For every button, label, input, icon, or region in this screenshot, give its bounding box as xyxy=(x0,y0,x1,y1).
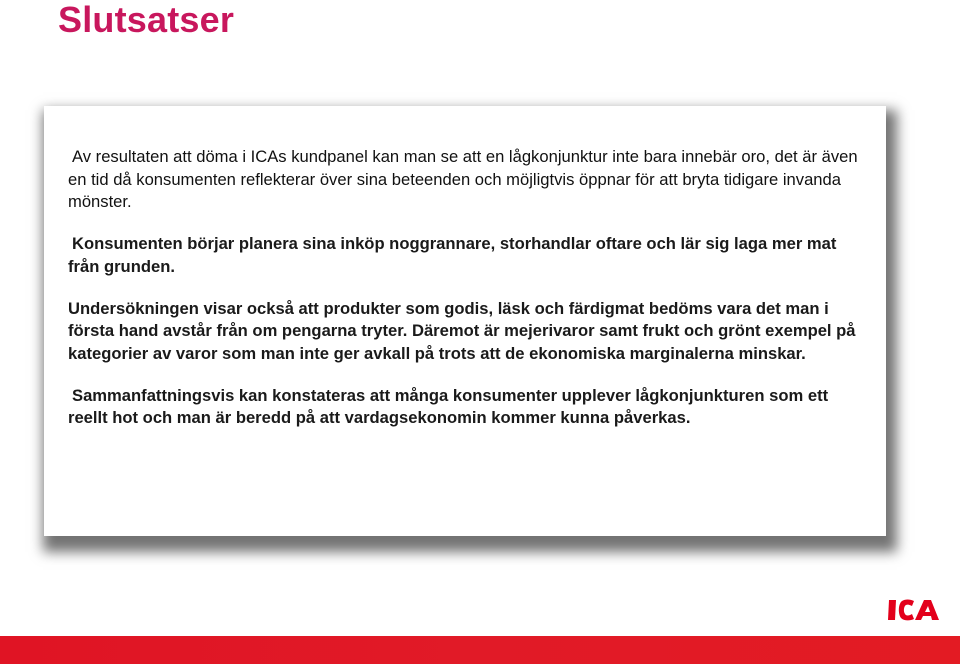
content-text xyxy=(68,146,868,449)
paragraph-summary: Sammanfattningsvis kan konstateras att många konsumenter upplever lågkonjunkturen som ett reellt hot och man är beredd på att vardagsekonomin kommer kunna påverkas. xyxy=(68,385,829,428)
bottom-accent-bar xyxy=(0,636,960,664)
paragraph-planning: Konsumenten börjar planera sina inköp noggrannare, storhandlar oftare och lär sig laga mer mat från grunden. xyxy=(68,234,837,276)
ica-logo xyxy=(888,597,940,623)
paragraph-intro: Av resultaten att döma i ICAs kundpanel kan man se att en lågkonjunktur inte bara innebär oro, det är även en tid då konsumenten reflekterar över sina beteenden och möjligtvis öppnar för att bryta tidigare invanda mönster. xyxy=(68,147,858,212)
slide-title: Slutsatser xyxy=(58,0,235,40)
paragraph-products: Undersökningen visar också att produkter som godis, läsk och färdigmat bedöms vara det man i första hand avstår från om pengarna tryter. Däremot är mejerivaror samt frukt och grönt exempel på kategorier av varor som man inte ger avkall på trots att de ekonomiska marginalerna minskar. xyxy=(68,298,856,363)
